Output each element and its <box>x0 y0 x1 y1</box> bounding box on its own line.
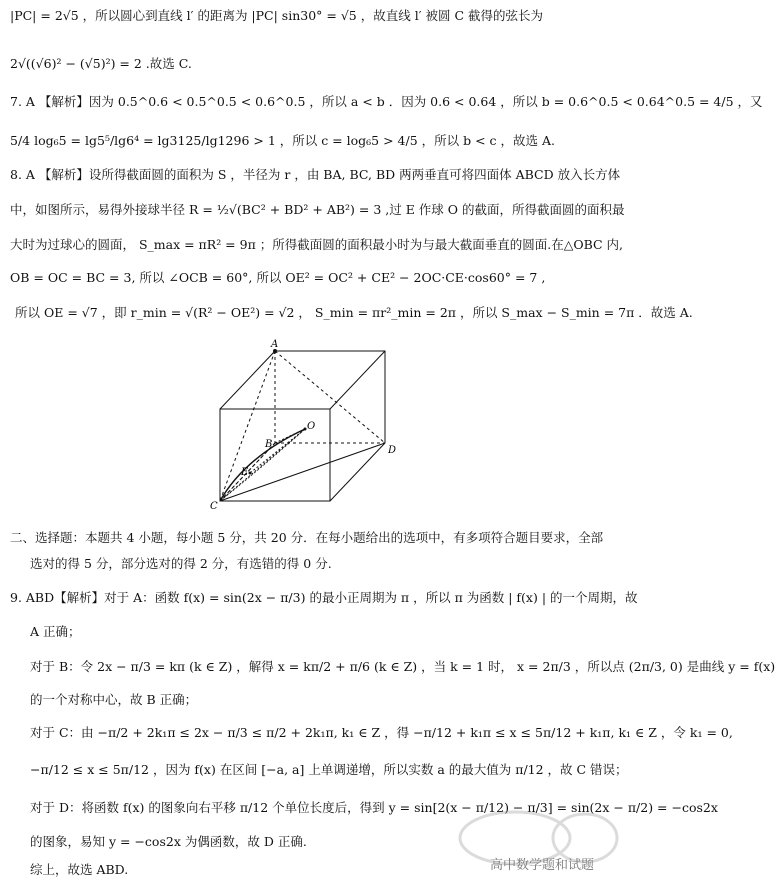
label-E: E <box>241 467 249 478</box>
text-line-5: 8. A 【解析】设所得截面圆的面积为 S ，半径为 r ，由 BA, BC, BD 两两垂直可将四面体 ABCD 放入长方体 <box>10 167 621 182</box>
text-line-14: 对于 B：令 2x − π/3 = kπ (k ∈ Z) ，解得 x = kπ/2 + π/6 (k ∈ Z) ，当 k = 1 时， x = 2π/3 ，所以点 (2π/3, 0) 是曲线 y = f(x) <box>30 659 775 674</box>
text-line-19: 的图象，易知 y = −cos2x 为偶函数，故 D 正确. <box>30 834 307 849</box>
text-line-18: 对于 D：将函数 f(x) 的图象向右平移 π/12 个单位长度后，得到 y = sin[2(x − π/12) − π/3] = sin(2x − π/2) = −cos2x <box>30 800 718 815</box>
text-line-2: 2√((√6)² − (√5)²) = 2 .故选 C. <box>10 56 192 71</box>
text-line-11: 选对的得 5 分，部分选对的得 2 分，有选错的得 0 分. <box>30 556 332 571</box>
text-line-6: 中，如图所示，易得外接球半径 R = ½√(BC² + BD² + AB²) = 3 ,过 E 作球 O 的截面，所得截面圆的面积最 <box>10 202 625 217</box>
text-line-9: 所以 OE = √7 ，即 r_min = √(R² − OE²) = √2 ， S_min = πr²_min = 2π ，所以 S_max − S_min = 7π ．故选 A. <box>15 305 693 320</box>
text-line-15: 的一个对称中心，故 B 正确； <box>30 692 198 707</box>
text-line-10: 二、选择题：本题共 4 小题，每小题 5 分，共 20 分．在每小题给出的选项中，有多项符合题目要求，全部 <box>10 530 604 545</box>
label-O: O <box>307 421 316 432</box>
label-C: C <box>210 501 218 512</box>
text-line-8: OB = OC = BC = 3, 所以 ∠OCB = 60°, 所以 OE² = OC² + CE² − 2OC·CE·cos60° = 7 , <box>10 270 546 285</box>
text-line-16: 对于 C：由 −π/2 + 2k₁π ≤ 2x − π/3 ≤ π/2 + 2k₁π, k₁ ∈ Z ，得 −π/12 + k₁π ≤ x ≤ 5π/12 + k₁π, k₁ ∈ Z ，令 k₁ = 0, <box>30 725 733 740</box>
text-line-4: 5/4 log₆5 = lg5⁵/lg6⁴ = lg3125/lg1296 > 1 ，所以 c = log₆5 > 4/5 ，所以 b < c ，故选 A. <box>10 133 555 148</box>
label-B: B <box>265 439 273 450</box>
text-line-17: −π/12 ≤ x ≤ 5π/12 ，因为 f(x) 在区间 [−a, a] 上单调递增，所以实数 a 的最大值为 π/12 ，故 C 错误； <box>30 762 628 777</box>
cube-tetrahedron-figure <box>205 337 405 515</box>
text-line-1: |PC| = 2√5 ，所以圆心到直线 l′ 的距离为 |PC| sin30° = √5 ，故直线 l′ 被圆 C 截得的弦长为 <box>10 8 544 23</box>
watermark-text: 高中数学题和试题 <box>490 858 595 873</box>
label-D: D <box>388 445 397 456</box>
text-line-12: 9. ABD【解析】对于 A：函数 f(x) = sin(2x − π/3) 的最小正周期为 π ，所以 π 为函数 | f(x) | 的一个周期，故 <box>10 590 638 605</box>
label-A: A <box>271 339 279 350</box>
text-line-13: A 正确； <box>30 624 81 639</box>
text-line-7: 大时为过球心的圆面， S_max = πR² = 9π ；所得截面圆的面积最小时为与最大截面垂直的圆面.在△OBC 内, <box>10 237 624 252</box>
text-line-20: 综上，故选 ABD. <box>30 862 129 877</box>
text-line-3: 7. A 【解析】因为 0.5^0.6 < 0.5^0.5 < 0.6^0.5 ，所以 a < b ．因为 0.6 < 0.64 ，所以 b = 0.6^0.5 < 0.64^0.5 = 4/5 ，又 <box>10 94 763 109</box>
